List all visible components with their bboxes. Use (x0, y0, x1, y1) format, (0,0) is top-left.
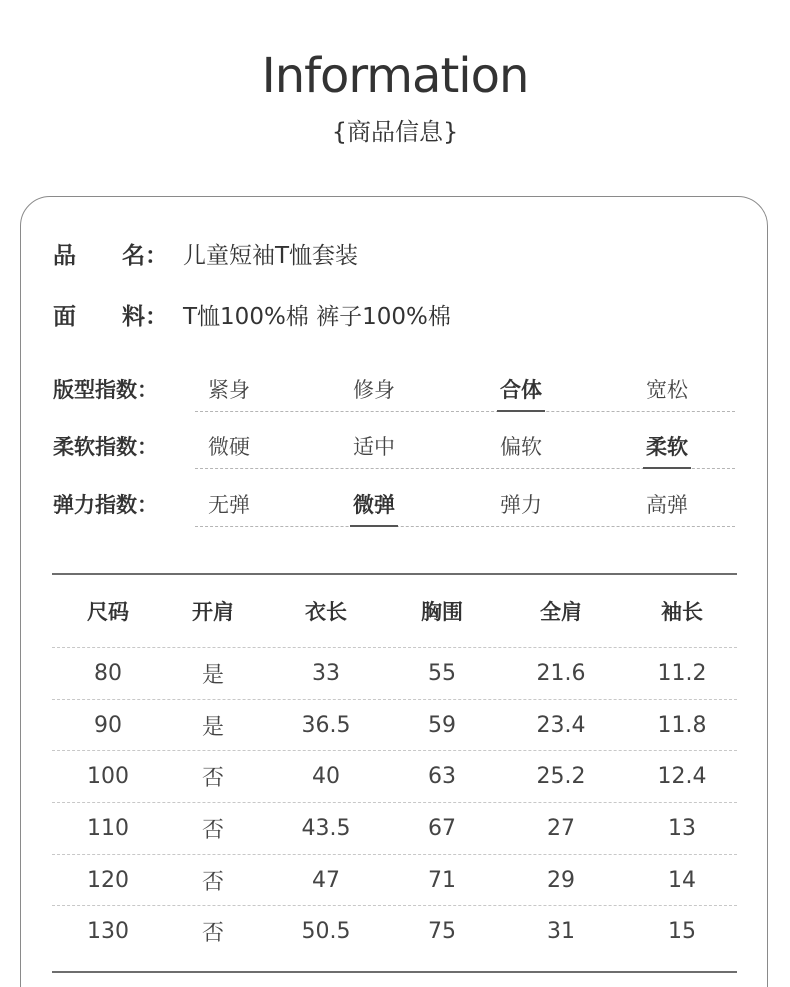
fabric-row (53, 302, 451, 332)
index-option-selected: 微弹 (353, 493, 395, 517)
table-cell: 是 (201, 662, 224, 688)
table-row (52, 751, 737, 803)
index-label: 柔软指数： (53, 435, 158, 459)
table-cell: 130 (87, 919, 129, 945)
table-cell: 14 (668, 867, 696, 893)
table-cell: 否 (201, 766, 224, 792)
index-option-selected: 合体 (500, 378, 542, 402)
table-cell: 75 (428, 919, 456, 945)
table-cell: 100 (87, 764, 129, 790)
product-name-label: 品 名： (53, 243, 168, 269)
table-cell: 47 (312, 867, 340, 893)
index-dashed-rule (195, 526, 735, 527)
product-name-value: 儿童短袖T恤套装 (183, 243, 359, 269)
size-table (52, 573, 737, 957)
table-cell: 12.4 (657, 764, 707, 790)
table-cell: 31 (547, 919, 575, 945)
table-cell: 15 (668, 919, 696, 945)
table-row (52, 855, 737, 907)
table-header-cell: 衣长 (305, 600, 347, 624)
fabric-value: T恤100%棉 裤子100%棉 (183, 304, 451, 330)
table-row (52, 700, 737, 752)
index-option: 无弹 (208, 493, 250, 517)
page-title: Information (261, 48, 529, 104)
table-row (52, 648, 737, 700)
table-cell: 80 (94, 660, 122, 686)
table-cell: 23.4 (536, 712, 586, 738)
table-cell: 是 (201, 714, 224, 740)
product-name-row (53, 241, 358, 271)
table-header-cell: 胸围 (421, 600, 463, 624)
index-option: 高弹 (646, 493, 688, 517)
table-cell: 13 (668, 815, 696, 841)
table-row (52, 803, 737, 855)
table-cell: 120 (87, 867, 129, 893)
table-cell: 50.5 (301, 919, 351, 945)
table-cell: 63 (428, 764, 456, 790)
index-option-selected: 柔软 (646, 435, 688, 459)
page-subtitle: {商品信息} (331, 118, 459, 146)
index-dashed-rule (195, 411, 735, 412)
table-cell: 67 (428, 815, 456, 841)
table-cell: 21.6 (536, 660, 586, 686)
table-cell: 40 (312, 764, 340, 790)
table-cell: 59 (428, 712, 456, 738)
table-header-cell: 尺码 (87, 600, 129, 624)
fabric-label: 面 料： (53, 304, 168, 330)
table-row (52, 906, 737, 957)
table-cell: 33 (312, 660, 340, 686)
table-cell: 55 (428, 660, 456, 686)
table-header-cell: 袖长 (661, 600, 703, 624)
index-option: 紧身 (208, 378, 250, 402)
table-header-row (52, 575, 737, 648)
index-option: 适中 (353, 435, 395, 459)
table-cell: 11.2 (657, 660, 707, 686)
table-bottom-rule (52, 971, 737, 973)
table-cell: 否 (201, 817, 224, 843)
table-cell: 否 (201, 921, 224, 947)
table-cell: 否 (201, 869, 224, 895)
index-option: 偏软 (500, 435, 542, 459)
table-cell: 110 (87, 815, 129, 841)
table-cell: 29 (547, 867, 575, 893)
index-option: 宽松 (646, 378, 688, 402)
index-label: 弹力指数： (53, 493, 158, 517)
index-row (53, 425, 735, 469)
index-option: 微硬 (208, 435, 250, 459)
index-option: 修身 (353, 378, 395, 402)
index-label: 版型指数： (53, 378, 158, 402)
table-cell: 90 (94, 712, 122, 738)
index-row (53, 483, 735, 527)
table-cell: 25.2 (536, 764, 586, 790)
table-cell: 43.5 (301, 815, 351, 841)
table-header-cell: 全肩 (540, 600, 582, 624)
table-cell: 11.8 (657, 712, 707, 738)
table-cell: 27 (547, 815, 575, 841)
index-option: 弹力 (500, 493, 542, 517)
table-cell: 71 (428, 867, 456, 893)
table-cell: 36.5 (301, 712, 351, 738)
table-header-cell: 开肩 (192, 600, 234, 624)
index-row (53, 368, 735, 412)
